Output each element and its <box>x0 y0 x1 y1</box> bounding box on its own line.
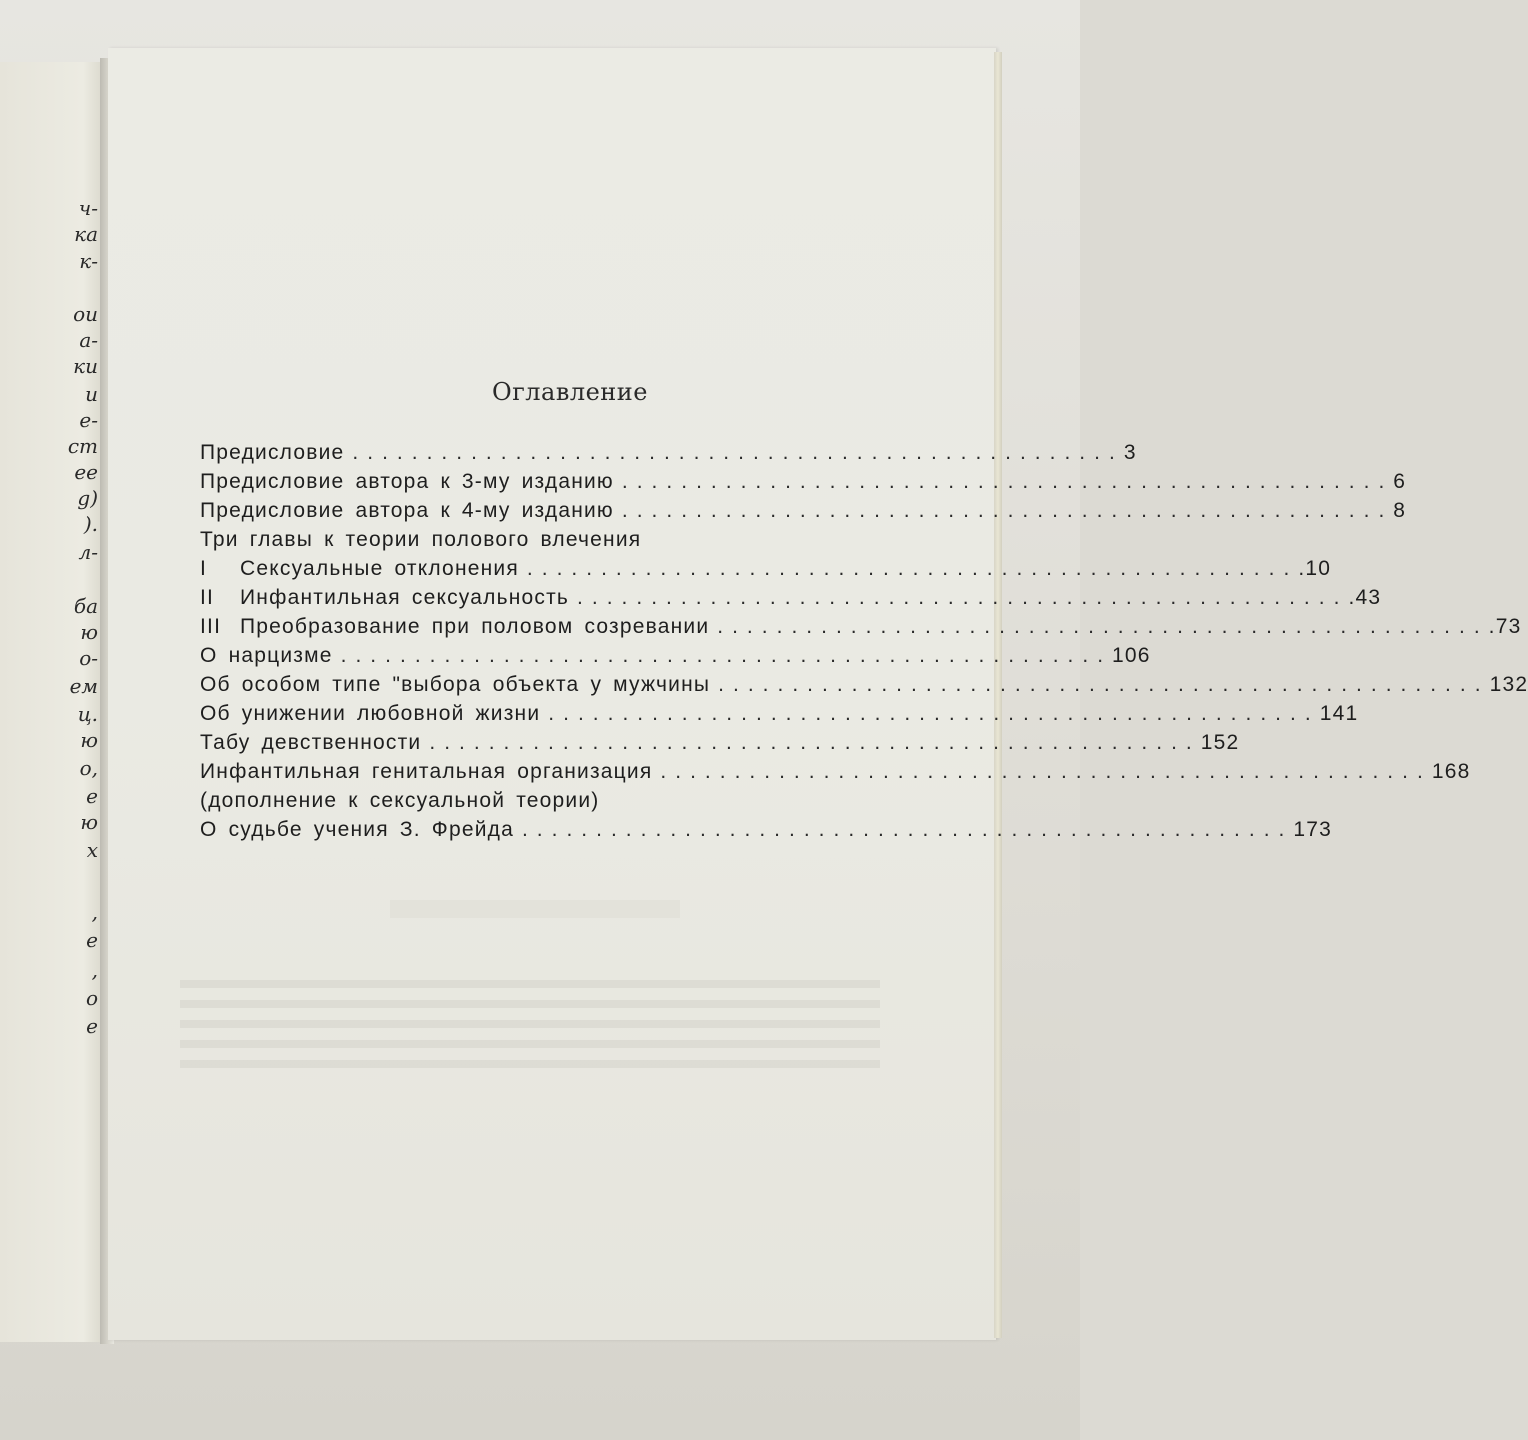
toc-entry-label: Предисловие автора к 4-му изданию <box>200 499 614 522</box>
table-of-contents <box>200 438 1528 844</box>
toc-leader-dots: .................................................... <box>718 673 1490 696</box>
left-page-fragment: ). <box>83 512 98 536</box>
left-page-fragment: ки <box>73 354 98 378</box>
left-page-fragment: л- <box>78 540 98 564</box>
toc-entry-page: 132 <box>1489 673 1528 696</box>
toc-leader-dots: .................................................... <box>526 557 1299 580</box>
show-through-mark <box>390 900 680 918</box>
left-page-fragment: ю <box>80 620 98 644</box>
toc-entry-label: О судьбе учения З. Фрейда <box>200 818 514 841</box>
toc-entry <box>200 757 1471 786</box>
left-page-fragment: о, <box>79 756 98 780</box>
toc-entry-label: Табу девственности <box>200 731 422 754</box>
toc-entry-page: 6 <box>1393 470 1407 493</box>
left-page-fragment: е- <box>79 408 98 432</box>
toc-entry-label: Предисловие <box>200 441 345 464</box>
left-facing-page <box>0 62 104 1342</box>
toc-entry-label: Три главы к теории полового влечения <box>200 528 642 551</box>
toc-entry-number: I <box>200 557 208 580</box>
toc-leader-dots: .................................................... <box>521 818 1294 841</box>
toc-entry-number: III <box>200 615 222 638</box>
toc-entry-page: 173 <box>1293 818 1333 841</box>
toc-entry-label: Предисловие автора к 3-му изданию <box>200 470 614 493</box>
toc-entry-page: 8 <box>1393 499 1407 522</box>
toc-entry-label: Инфантильная генитальная организация <box>200 760 653 783</box>
left-page-fragment: е <box>86 928 98 952</box>
toc-leader-dots: .................................................... <box>621 470 1394 493</box>
toc-leader-dots: .................................................... <box>660 760 1432 783</box>
left-page-fragment: х <box>86 838 98 862</box>
toc-entry-page: .10 <box>1298 557 1332 580</box>
toc-entry <box>200 525 878 554</box>
toc-entry-page: 3 <box>1123 441 1137 464</box>
left-page-fragment: ба <box>73 594 98 618</box>
toc-leader-dots: .................................................... <box>577 586 1349 609</box>
toc-leader-dots: .................................................... <box>429 731 1201 754</box>
toc-leader-dots: .................................................... <box>548 702 1320 725</box>
toc-leader-dots: .................................................... <box>340 644 1113 667</box>
left-page-fragment: , <box>91 900 98 924</box>
toc-entry-label: О нарцизме <box>200 644 333 667</box>
toc-entry <box>200 641 1151 670</box>
show-through-mark <box>180 980 880 1080</box>
toc-leader-dots: .................................................... <box>621 499 1394 522</box>
toc-entry <box>200 467 1407 496</box>
toc-entry-label: Инфантильная сексуальность <box>240 586 570 609</box>
toc-entry <box>200 699 1359 728</box>
left-page-fragment: о <box>85 986 98 1010</box>
toc-entry-page: .43 <box>1348 586 1382 609</box>
left-page-fragment: ка <box>74 222 98 246</box>
toc-entry <box>200 670 1528 699</box>
toc-entry-label: Преобразование при половом созревании <box>240 615 710 638</box>
toc-entry <box>200 554 1332 583</box>
left-page-fragment: ее <box>74 460 98 484</box>
left-page-fragment: о- <box>79 646 98 670</box>
left-page-fragment: ст <box>67 434 98 458</box>
left-page-fragment: , <box>91 958 98 982</box>
toc-entry-page: 168 <box>1431 760 1471 783</box>
left-page-fragment: и <box>85 382 98 406</box>
left-page-fragment: ц. <box>77 702 98 726</box>
toc-entry-label: (дополнение к сексуальной теории) <box>200 789 600 812</box>
toc-entry-page: 152 <box>1200 731 1240 754</box>
toc-entry <box>200 583 1382 612</box>
toc-entry-label: Об особом типе "выбора объекта у мужчины <box>200 673 711 696</box>
page-title: Оглавление <box>492 378 648 406</box>
toc-entry <box>200 612 1522 641</box>
left-page-fragment: а- <box>79 328 98 352</box>
toc-entry <box>200 815 1333 844</box>
toc-entry-label: Сексуальные отклонения <box>240 557 519 580</box>
left-page-fragment: е <box>86 784 98 808</box>
left-page-fragment: g) <box>77 486 98 510</box>
toc-entry <box>200 438 1137 467</box>
toc-entry-page: 106 <box>1112 644 1151 667</box>
left-page-fragment: ои <box>73 302 98 326</box>
toc-leader-dots: .................................................... <box>717 615 1489 638</box>
toc-entry-number: II <box>200 586 215 609</box>
toc-entry <box>200 728 1240 757</box>
left-page-fragment: е <box>86 1014 98 1038</box>
toc-entry-page: 141 <box>1319 702 1359 725</box>
left-page-fragment: ю <box>80 728 98 752</box>
left-page-fragment: ч- <box>78 196 98 220</box>
left-page-fragment: ем <box>69 674 98 698</box>
left-page-fragment: ю <box>80 810 98 834</box>
toc-leader-dots: .................................................... <box>352 441 1124 464</box>
left-page-fragment: к- <box>79 249 98 273</box>
toc-entry <box>200 496 1407 525</box>
toc-entry <box>200 786 878 815</box>
toc-entry-label: Об унижении любовной жизни <box>200 702 541 725</box>
toc-entry-page: .73 <box>1488 615 1522 638</box>
